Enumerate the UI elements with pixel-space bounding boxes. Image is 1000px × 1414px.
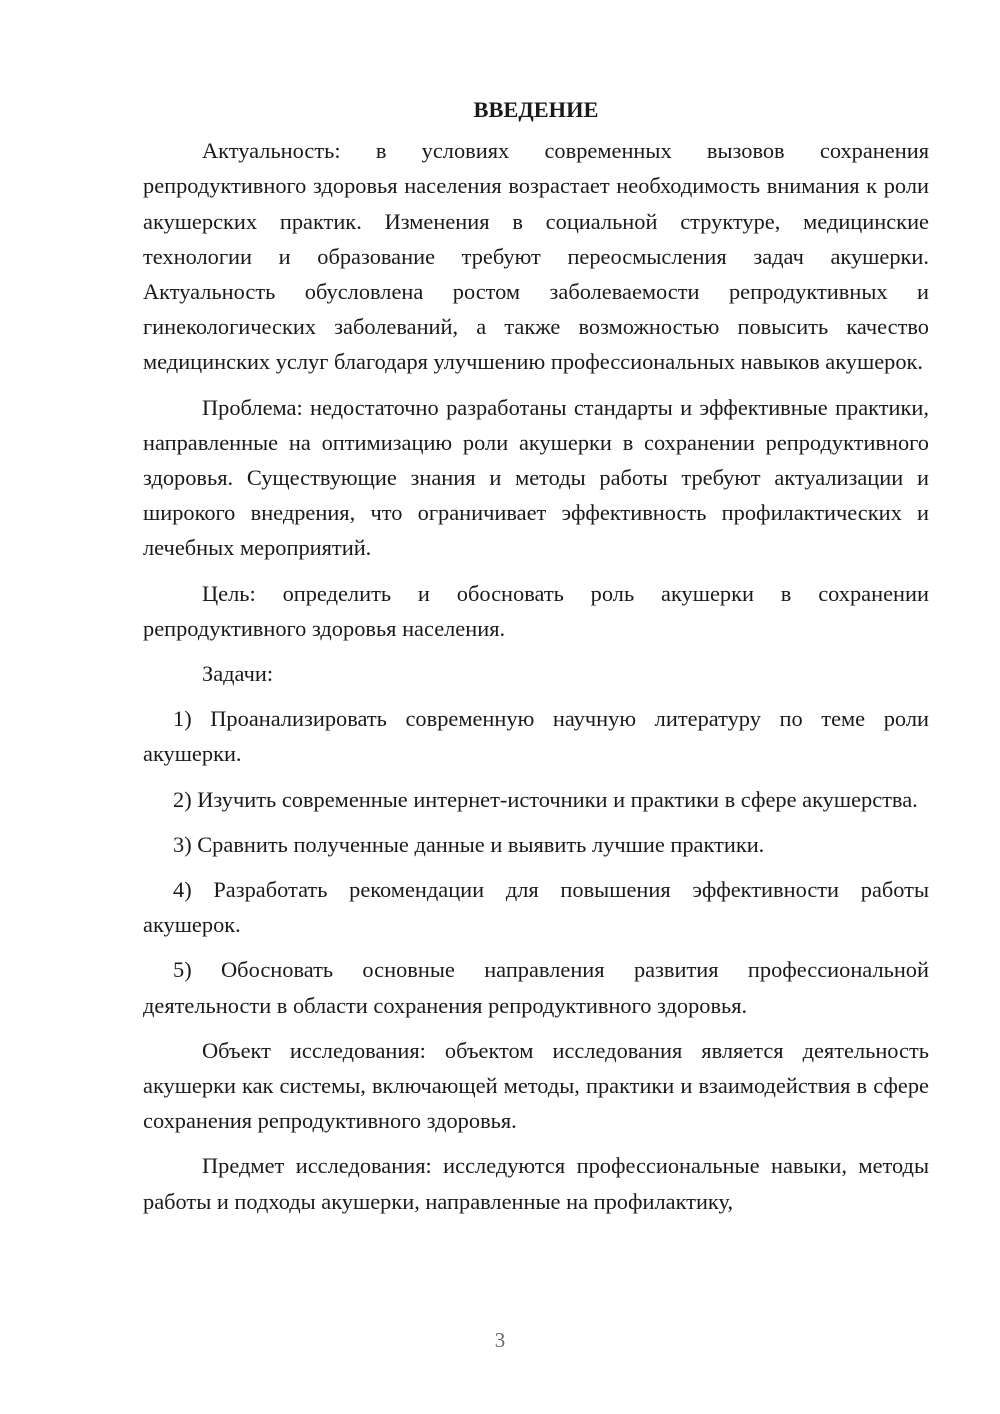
object-paragraph: Объект исследования: объектом исследования является деятельность акушерки как системы, включающей методы, практики и взаимодействия в сфере сохранения репродуктивного здоровья. bbox=[143, 1037, 929, 1134]
tasks-heading: Задачи: bbox=[202, 661, 274, 687]
task-item-4: 4) Разработать рекомендации для повышения эффективности работы акушерок. bbox=[143, 877, 929, 938]
task-item-5: 5) Обосновать основные направления развития профессиональной деятельности в области сохранения репродуктивного здоровья. bbox=[143, 957, 929, 1018]
problem-paragraph: Проблема: недостаточно разработаны стандарты и эффективные практики, направленные на оптимизацию роли акушерки в сохранении репродуктивного здоровья. Существующие знания и методы работы требуют актуализации и широкого внедрения, что ограничивает эффективность профилактических и лечебных мероприятий. bbox=[143, 394, 929, 561]
page-content bbox=[143, 92, 929, 1229]
section-heading: ВВЕДЕНИЕ bbox=[473, 97, 599, 122]
task-item-1: 1) Проанализировать современную научную литературу по теме роли акушерки. bbox=[143, 706, 929, 767]
task-item-2: 2) Изучить современные интернет-источники и практики в сфере акушерства. bbox=[173, 786, 918, 812]
task-item-3: 3) Сравнить полученные данные и выявить лучшие практики. bbox=[173, 831, 765, 857]
page-number: 3 bbox=[494, 1328, 506, 1352]
subject-paragraph: Предмет исследования: исследуются профессиональные навыки, методы работы и подходы акушерки, направленные на профилактику, bbox=[143, 1153, 929, 1214]
goal-paragraph: Цель: определить и обосновать роль акушерки в сохранении репродуктивного здоровья населения. bbox=[143, 580, 929, 641]
relevance-paragraph: Актуальность: в условиях современных вызовов сохранения репродуктивного здоровья населения возрастает необходимость внимания к роли акушерских практик. Изменения в социальной структуре, медицинские технологии и образование требуют переосмысления задач акушерки. Актуальность обусловлена ростом заболеваемости репродуктивных и гинекологических заболеваний, а также возможностью повысить качество медицинских услуг благодаря улучшению профессиональных навыков акушерок. bbox=[143, 138, 929, 375]
